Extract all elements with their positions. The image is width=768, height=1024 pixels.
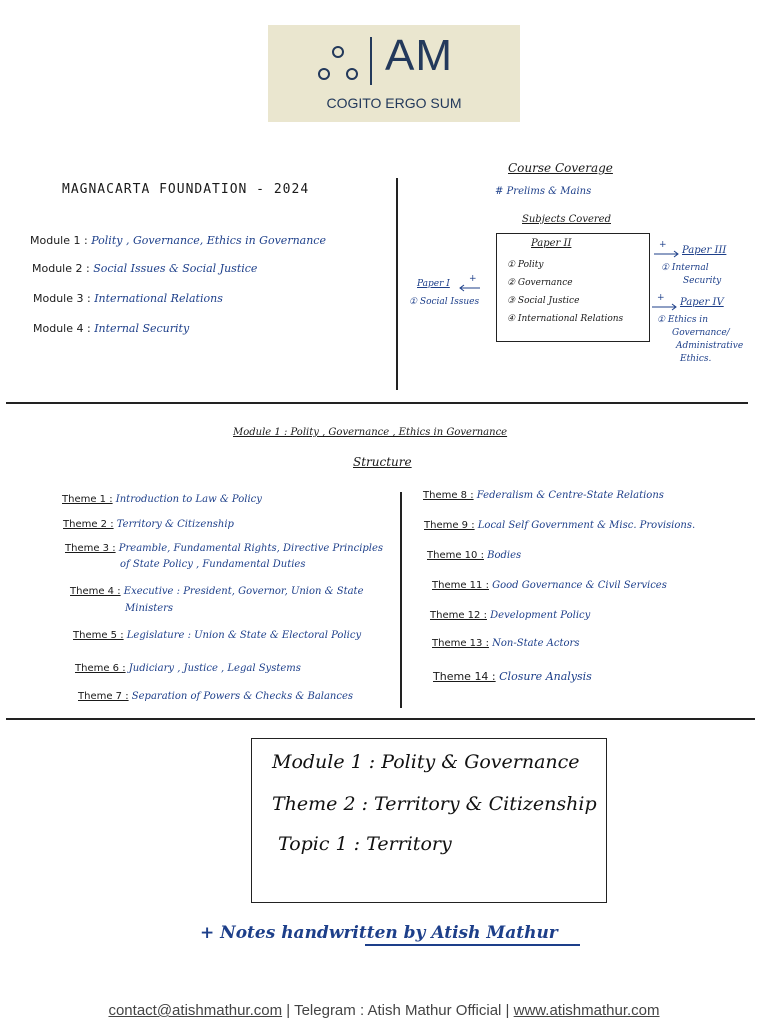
footer-separator: | — [282, 1002, 295, 1019]
module-row — [30, 234, 326, 247]
theme-row — [432, 580, 667, 591]
theme-value: Introduction to Law & Policy — [115, 494, 262, 505]
coverage-title: Course Coverage — [508, 161, 613, 175]
logo — [268, 25, 520, 122]
subjects-heading: Subjects Covered — [522, 214, 611, 225]
theme-value: Good Governance & Civil Services — [492, 580, 667, 591]
paper2-title: Paper II — [531, 238, 572, 249]
theme-row — [432, 638, 579, 649]
module-value: Social Issues & Social Justice — [93, 262, 258, 275]
module-value: International Relations — [94, 292, 223, 305]
theme-value: Development Policy — [490, 610, 591, 621]
theme-row — [75, 663, 301, 674]
paper4-item: ① Ethics in — [657, 315, 708, 325]
theme-label: Theme 7 : — [78, 691, 129, 702]
theme-label: Theme 11 : — [432, 580, 489, 591]
notes-box — [251, 738, 607, 903]
theme-label: Theme 10 : — [427, 550, 484, 561]
middle-vertical-divider — [400, 492, 402, 708]
theme-label: Theme 13 : — [432, 638, 489, 649]
footer-telegram: Telegram : Atish Mathur Official — [294, 1002, 502, 1019]
credit-underline — [365, 944, 580, 946]
module-label: Module 2 : — [32, 262, 90, 275]
divider-top — [6, 402, 748, 404]
theme-label: Theme 1 : — [62, 494, 113, 505]
three-dots-icon — [316, 43, 360, 83]
theme-label: Theme 14 : — [433, 670, 496, 683]
footer-email-link[interactable]: contact@atishmathur.com — [108, 1002, 283, 1019]
theme-value-cont: Ministers — [125, 603, 174, 614]
paper3-item: ① Internal — [661, 263, 709, 273]
foundation-title: MAGNACARTA FOUNDATION - 2024 — [62, 182, 310, 197]
notes-theme-line: Theme 2 : Territory & Citizenship — [272, 793, 597, 815]
footer-contact — [0, 1002, 768, 1019]
theme-value: Legislature : Union & State & Electoral Policy — [126, 630, 362, 641]
theme-value: Judiciary , Justice , Legal Systems — [128, 663, 301, 674]
theme-label: Theme 8 : — [423, 490, 474, 501]
structure-title: Structure — [353, 455, 412, 469]
module-row — [33, 292, 223, 305]
theme-value: Non-State Actors — [492, 638, 580, 649]
module-value: Polity , Governance, Ethics in Governance — [91, 234, 326, 247]
theme-row — [63, 519, 234, 530]
module-label: Module 4 : — [33, 322, 91, 335]
theme-row — [78, 691, 353, 702]
theme-value: Federalism & Centre-State Relations — [476, 490, 664, 501]
theme-label: Theme 2 : — [63, 519, 114, 530]
theme-label: Theme 4 : — [70, 586, 121, 597]
paper1-plus: + — [469, 274, 477, 284]
theme-value: Executive : President, Governor, Union & State — [123, 586, 364, 597]
theme-row — [424, 520, 695, 531]
theme-row — [70, 586, 364, 597]
paper4-item: Ethics. — [680, 354, 712, 364]
arrow-right-icon — [650, 303, 678, 311]
theme-value: Bodies — [487, 550, 522, 561]
theme-label: Theme 3 : — [65, 543, 116, 554]
paper2-item: ① Polity — [507, 260, 544, 270]
theme-row — [423, 490, 664, 501]
theme-label: Theme 6 : — [75, 663, 126, 674]
paper1-item: ① Social Issues — [409, 297, 480, 307]
footer-website-link[interactable]: www.atishmathur.com — [513, 1002, 660, 1019]
paper3-item: Security — [683, 276, 722, 286]
module-row — [32, 262, 257, 275]
theme-value: Separation of Powers & Checks & Balances — [131, 691, 354, 702]
paper2-item: ④ International Relations — [507, 314, 624, 324]
theme-label: Theme 5 : — [73, 630, 124, 641]
structure-heading: Module 1 : Polity , Governance , Ethics in Governance — [233, 427, 508, 438]
paper4-title: Paper IV — [680, 297, 724, 308]
theme-value-cont: of State Policy , Fundamental Duties — [120, 559, 306, 570]
top-vertical-divider — [396, 178, 398, 390]
paper4-plus: + — [657, 293, 665, 303]
paper4-item: Governance/ — [672, 328, 730, 338]
notes-topic-line: Topic 1 : Territory — [278, 833, 452, 855]
theme-value: Closure Analysis — [499, 670, 592, 683]
divider-middle — [6, 718, 755, 720]
theme-row — [427, 550, 521, 561]
module-row — [33, 322, 189, 335]
theme-value: Territory & Citizenship — [116, 519, 234, 530]
theme-value: Local Self Government & Misc. Provisions. — [477, 520, 696, 531]
theme-row — [430, 610, 590, 621]
paper3-plus: + — [659, 240, 667, 250]
logo-motto: COGITO ERGO SUM — [326, 95, 462, 111]
logo-monogram: AM — [385, 31, 453, 80]
theme-row — [433, 670, 592, 683]
paper3-title: Paper III — [682, 245, 727, 256]
handwritten-credit: + Notes handwritten by Atish Mathur — [200, 923, 558, 943]
footer-separator: | — [501, 1002, 514, 1019]
module-value: Internal Security — [94, 322, 190, 335]
theme-label: Theme 12 : — [430, 610, 487, 621]
paper2-box — [496, 233, 650, 342]
coverage-subtitle: # Prelims & Mains — [495, 186, 592, 197]
arrow-right-icon — [652, 250, 680, 258]
paper1-title: Paper I — [417, 279, 450, 289]
paper2-item: ③ Social Justice — [507, 296, 580, 306]
paper4-item: Administrative — [676, 341, 744, 351]
logo-divider — [370, 37, 372, 85]
arrow-left-icon — [458, 284, 482, 292]
module-label: Module 1 : — [30, 234, 88, 247]
theme-row — [73, 630, 361, 641]
paper2-item: ② Governance — [507, 278, 573, 288]
theme-row — [62, 494, 262, 505]
theme-row — [65, 543, 383, 554]
theme-label: Theme 9 : — [424, 520, 475, 531]
theme-value: Preamble, Fundamental Rights, Directive Principles — [118, 543, 384, 554]
notes-module-line: Module 1 : Polity & Governance — [272, 751, 580, 773]
module-label: Module 3 : — [33, 292, 91, 305]
